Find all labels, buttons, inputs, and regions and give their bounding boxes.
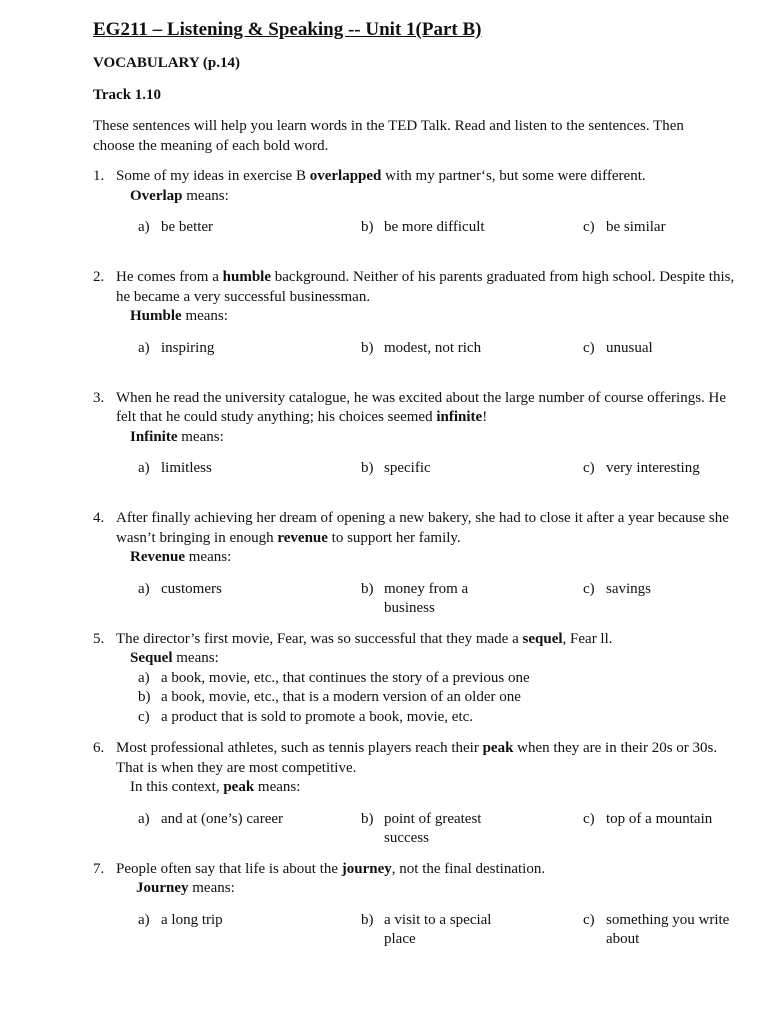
question-sentence: [116, 739, 741, 778]
option-b[interactable]: [138, 688, 743, 708]
sentence-text: with my partner‘s, but some were different.: [381, 168, 646, 184]
means-suffix: means:: [172, 650, 219, 666]
option-text: a book, movie, etc., that is a modern version of an older one: [161, 689, 521, 705]
question-6: [93, 739, 743, 849]
sentence-text: Some of my ideas in exercise B: [116, 168, 310, 184]
option-text: limitless: [161, 460, 212, 476]
question-number: 1.: [93, 168, 105, 184]
means-prefix: In this context,: [130, 779, 224, 795]
worksheet-page: [93, 14, 743, 950]
sentence-text: , not the final destination.: [391, 860, 546, 877]
option-letter: a): [138, 669, 150, 686]
sentence-text: , Fear ll.: [562, 630, 613, 647]
option-letter: a): [138, 219, 150, 235]
option-c[interactable]: [583, 339, 746, 359]
option-letter: a): [138, 339, 150, 356]
option-text: be similar: [606, 219, 666, 235]
answer-options: [93, 911, 743, 950]
means-suffix: means:: [182, 187, 229, 204]
option-letter: b): [361, 911, 374, 928]
sentence-text: when they are in their 20s or 30s. That is when they are most competitive.: [116, 740, 718, 776]
option-letter: a): [138, 810, 150, 827]
question-number: 7.: [93, 860, 105, 877]
option-a[interactable]: [138, 911, 279, 931]
option-letter: c): [583, 219, 595, 235]
option-text: very interesting: [606, 460, 700, 476]
means-prompt: [136, 879, 743, 899]
option-text: customers: [161, 580, 222, 597]
option-text: a long trip: [161, 911, 223, 928]
option-b[interactable]: [361, 810, 502, 849]
vocab-word: sequel: [522, 630, 563, 647]
option-text: specific: [384, 460, 431, 476]
option-letter: c): [583, 911, 595, 928]
question-2: [93, 268, 743, 378]
option-text: a book, movie, etc., that continues the story of a previous one: [161, 669, 530, 686]
option-letter: c): [583, 810, 595, 827]
means-suffix: means:: [177, 428, 224, 445]
question-sentence: [116, 860, 741, 880]
option-text: modest, not rich: [384, 339, 482, 356]
option-letter: c): [583, 460, 595, 476]
question-3: [93, 389, 743, 499]
option-b[interactable]: [361, 339, 502, 359]
option-b[interactable]: [361, 580, 502, 619]
option-letter: b): [138, 689, 151, 705]
option-text: top of a mountain: [606, 810, 713, 827]
means-word: Humble: [130, 308, 182, 324]
option-a[interactable]: [138, 218, 279, 238]
means-suffix: means:: [188, 880, 235, 896]
question-number: 2.: [93, 269, 105, 285]
option-text: and at (one’s) career: [161, 810, 284, 827]
means-prompt: [130, 428, 743, 448]
question-number: 5.: [93, 630, 105, 647]
option-a[interactable]: [138, 810, 341, 830]
sentence-text: !: [482, 409, 488, 425]
answer-options: [93, 580, 743, 619]
option-a[interactable]: [138, 459, 279, 479]
option-text: money from a business: [384, 580, 469, 616]
means-prompt: [130, 548, 743, 568]
question-7: [93, 860, 743, 950]
sentence-text: Most professional athletes, such as tennis players reach their: [116, 740, 483, 756]
vocab-word: peak: [482, 740, 514, 756]
option-text: be better: [161, 219, 214, 235]
answer-options: [138, 669, 743, 728]
means-prompt: [130, 778, 743, 798]
vocab-word: overlapped: [309, 168, 382, 184]
option-a[interactable]: [138, 669, 743, 689]
question-sentence: [116, 509, 741, 548]
answer-options: [93, 218, 743, 257]
option-letter: c): [583, 339, 595, 356]
sentence-text: People often say that life is about the: [116, 860, 342, 877]
question-sentence: [116, 268, 741, 307]
means-prompt: [130, 187, 743, 207]
question-number: 4.: [93, 510, 105, 526]
sentence-text: The director’s first movie, Fear, was so successful that they made a: [116, 630, 523, 647]
page-title: EG211 – Listening & Speaking -- Unit 1(Part B): [93, 19, 482, 40]
option-a[interactable]: [138, 339, 279, 359]
sentence-text: When he read the university catalogue, he was excited about the large number of course offerings. He felt that he could study anything; his choices seemed: [116, 389, 727, 425]
means-word: Infinite: [130, 428, 178, 445]
option-text: inspiring: [161, 339, 215, 356]
vocab-word: revenue: [277, 529, 328, 546]
question-sentence: [116, 630, 741, 650]
question-number: 3.: [93, 389, 105, 406]
option-letter: b): [361, 219, 374, 235]
option-letter: b): [361, 460, 374, 476]
option-c[interactable]: [583, 911, 746, 950]
means-prompt: [130, 649, 743, 669]
option-c[interactable]: [583, 810, 746, 830]
option-a[interactable]: [138, 580, 279, 600]
track-label: Track 1.10: [93, 86, 162, 103]
question-sentence: [116, 167, 741, 187]
vocab-word: journey: [341, 860, 392, 877]
means-word: Sequel: [130, 650, 173, 666]
means-suffix: means:: [185, 549, 232, 565]
question-4: [93, 509, 743, 619]
option-c[interactable]: [583, 218, 746, 238]
option-text: savings: [606, 580, 651, 597]
option-letter: a): [138, 911, 150, 928]
option-letter: b): [361, 810, 374, 827]
option-letter: a): [138, 460, 150, 476]
answer-options: [93, 339, 743, 378]
sentence-text: He comes from a: [116, 269, 223, 285]
sentence-text: After finally achieving her dream of opening a new bakery, she had to close it after a year because she wasn’t bringing in enough: [116, 510, 729, 546]
means-word: Journey: [136, 880, 189, 896]
vocab-word: humble: [222, 269, 271, 285]
sentence-text: background. Neither of his parents graduated from high school. Despite this, he became a very successful businessman.: [116, 269, 735, 305]
instructions-text: These sentences will help you learn words in the TED Talk. Read and listen to the sentences. Then choose the meaning of each bold word.: [93, 118, 684, 154]
option-letter: c): [138, 708, 150, 725]
option-b[interactable]: [361, 459, 502, 479]
option-text: a visit to a special place: [384, 911, 492, 947]
option-letter: c): [583, 580, 595, 597]
means-word: Revenue: [130, 549, 185, 565]
question-5: [93, 630, 743, 728]
means-prompt: [130, 307, 743, 327]
option-text: a product that is sold to promote a book, movie, etc.: [161, 708, 474, 725]
option-c[interactable]: [583, 459, 746, 479]
means-suffix: means:: [254, 779, 301, 795]
option-letter: a): [138, 580, 150, 597]
vocab-word: infinite: [436, 409, 483, 425]
section-heading: VOCABULARY (p.14): [93, 55, 240, 71]
option-c[interactable]: [583, 580, 746, 600]
option-text: something you write about: [606, 911, 730, 947]
option-b[interactable]: [361, 911, 502, 950]
option-c[interactable]: [138, 708, 743, 728]
option-text: point of greatest success: [384, 810, 482, 846]
option-letter: b): [361, 339, 374, 356]
means-suffix: means:: [181, 308, 228, 324]
question-sentence: [116, 389, 741, 428]
option-letter: b): [361, 580, 374, 597]
sentence-text: to support her family.: [327, 529, 461, 546]
answer-options: [93, 459, 743, 498]
question-1: [93, 167, 743, 257]
answer-options: [93, 810, 743, 849]
means-word: Overlap: [130, 187, 183, 204]
means-word: peak: [223, 779, 255, 795]
question-number: 6.: [93, 740, 105, 756]
option-text: be more difficult: [384, 219, 485, 235]
option-b[interactable]: [361, 218, 502, 238]
option-text: unusual: [606, 339, 653, 356]
